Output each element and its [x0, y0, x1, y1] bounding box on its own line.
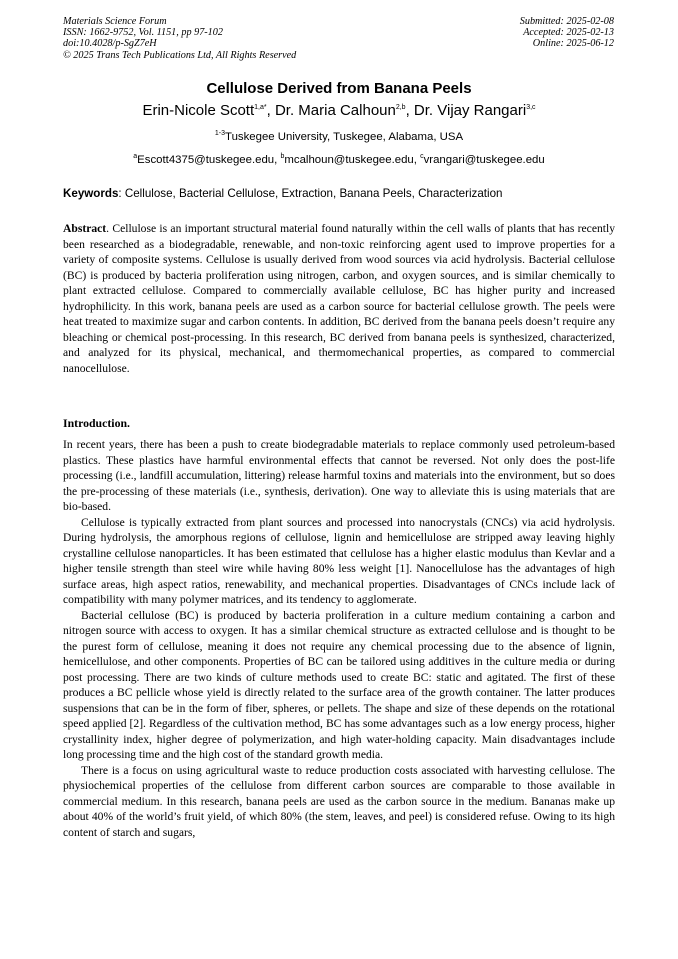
affiliation-text: Tuskegee University, Tuskegee, Alabama, USA	[225, 131, 464, 143]
author-name: Dr. Maria Calhoun	[274, 102, 396, 119]
author-list	[0, 102, 678, 120]
email-list	[0, 153, 678, 167]
email-mark: c	[420, 153, 424, 161]
author-name: Dr. Vijay Rangari	[413, 102, 527, 119]
author-affiliation-mark: 1,a*	[254, 104, 267, 111]
introduction-body	[63, 437, 615, 840]
publication-info	[63, 16, 296, 61]
doi[interactable]: doi:10.4028/p-SgZ7eH	[63, 38, 157, 50]
paragraph: In recent years, there has been a push to create biodegradable materials to replace commonly used petroleum-based plastics. These plastics have harmful environmental effects that cannot be reversed. Not only does the post-life processing (i.e., landfill accumulation, littering) release harmful toxins and materials into the environment, but so does the pre-processing of these materials (i.e., synthesis, derivation). One way to alleviate this is using materials that are bio-based.	[63, 438, 615, 513]
paragraph: Bacterial cellulose (BC) is produced by bacteria proliferation in a culture medium containing a carbon and nitrogen source with access to oxygen. It has a similar chemical structure as extracted cellulose and is thought to be the purest form of cellulose, meaning it does not require any chemical processing due to the absence of lignin, hemicellulose, and other components. Properties of BC can be tailored using additives in the culture media or during post processing. There are two kinds of culture methods used to create BC: static and agitated. The first of these produces a BC pellicle whose yield is directly related to the surface area of the growth container. The latter produces suspensions that can be in the form of fiber, spheres, or pellets. The shape and size of these depends on the rotational speed applied [2]. Regardless of the cultivation method, BC has some advantages such as a low energy process, higher crystallinity index, higher degree of polymerization, and high water-holding capacity. Main disadvantages include long processing time and the high cost of the standard growth media.	[63, 608, 615, 761]
abstract-text: . Cellulose is an important structural material found naturally within the cell walls of plants that has recently been researched as a biodegradable, renewable, and non-toxic reinforcing agent used to improve properties for a variety of composite systems. Cellulose is usually derived from wood sources via acid hydrolysis. Bacterial cellulose (BC) is produced by bacteria proliferation using nitrogen, carbon, and oxygen sources, and is similar chemically to plant extracted cellulose. Compared to commercially available cellulose, BC has higher purity and increased hydrophilicity. In this work, banana peels are used as a carbon source for bacterial cellulose growth. The peels were heat treated to maximize sugar and carbon contents. In addition, BC derived from the banana peels doesn’t require any bleaching or chemical post-processing. In this research, BC derived from banana peels is synthesized, characterized, and analyzed for its physical, mechanical, and thermomechanical properties, as compared to commercial nanocellulose.	[63, 222, 615, 375]
online-date: Online: 2025-06-12	[532, 38, 614, 50]
abstract-label: Abstract	[63, 222, 107, 235]
section-heading-introduction: Introduction.	[63, 416, 130, 430]
email-address[interactable]: vrangari@tuskegee.edu	[423, 154, 545, 166]
keywords	[63, 187, 623, 201]
publication-dates	[520, 16, 614, 50]
affiliation	[0, 130, 678, 144]
submitted-date: Submitted: 2025-02-08	[519, 16, 614, 27]
keywords-label: Keywords	[63, 187, 119, 200]
email-separator: ,	[274, 154, 281, 166]
author-2	[275, 102, 414, 119]
author-affiliation-mark: 2,b	[395, 104, 406, 111]
issn-volume: ISSN: 1662-9752, Vol. 1151, pp 97-102	[63, 27, 223, 39]
email-address[interactable]: Escott4375@tuskegee.edu	[137, 154, 275, 166]
author-name: Erin-Nicole Scott	[142, 102, 255, 119]
abstract	[63, 221, 615, 376]
author-separator: ,	[405, 102, 414, 119]
email-mark: a	[133, 153, 138, 161]
author-3	[414, 102, 536, 119]
author-affiliation-mark: 3,c	[526, 104, 536, 111]
email-mark: b	[280, 153, 285, 161]
accepted-date: Accepted: 2025-02-13	[523, 27, 614, 39]
author-1	[142, 102, 275, 119]
email-separator: ,	[413, 154, 421, 166]
email-address[interactable]: mcalhoun@tuskegee.edu	[284, 154, 414, 166]
paragraph: Cellulose is typically extracted from plant sources and processed into nanocrystals (CNCs) via acid hydrolysis. During hydrolysis, the amorphous regions of cellulose, lignin and hemicellulose are stripped away leaving highly crystalline cellulose nanoparticles. It has been estimated that cellulose has a higher elastic modulus than Kevlar and a higher tensile strength than steel wire while having 80% less weight [1]. Nanocellulose has the advantages of high surface areas, high aspect ratios, renewability, and mechanical properties. Disadvantages of CNCs include lack of compatibility with many polymer matrices, and its tendency to agglomerate.	[63, 515, 615, 606]
paper-title: Cellulose Derived from Banana Peels	[206, 80, 472, 97]
paragraph: There is a focus on using agricultural waste to reduce production costs associated with harvesting cellulose. The physiochemical properties of the cellulose from different carbon sources are comparable to those available in commercial medium. In this research, banana peels are used as the carbon source in the medium. Bananas make up about 40% of the world’s fruit yield, of which 80% (the stem, leaves, and peel) is considered refuse. Owing to its high content of starch and sugars,	[63, 763, 615, 839]
journal-name: Materials Science Forum	[63, 16, 167, 27]
copyright: © 2025 Trans Tech Publications Ltd, All Rights Reserved	[63, 49, 297, 61]
author-separator: ,	[266, 102, 275, 119]
affiliation-mark: 1-3	[214, 130, 226, 138]
keywords-text: : Cellulose, Bacterial Cellulose, Extraction, Banana Peels, Characterization	[118, 187, 503, 200]
